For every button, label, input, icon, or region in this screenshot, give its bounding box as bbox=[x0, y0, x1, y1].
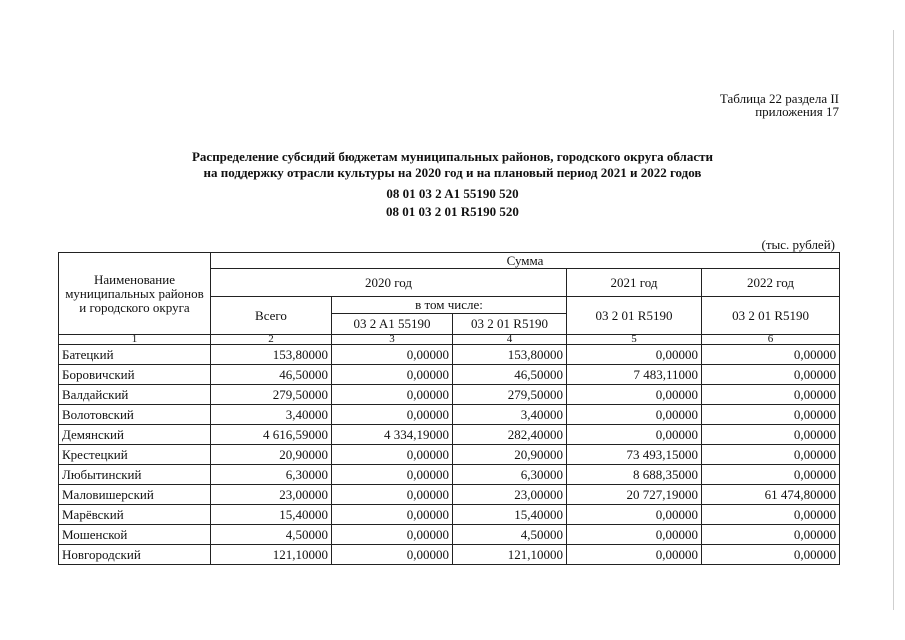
amount-cell: 7 483,11000 bbox=[567, 365, 702, 385]
amount-cell: 0,00000 bbox=[332, 385, 453, 405]
amount-cell: 0,00000 bbox=[567, 505, 702, 525]
amount-cell: 0,00000 bbox=[332, 365, 453, 385]
amount-cell: 0,00000 bbox=[702, 545, 840, 565]
table-row bbox=[59, 345, 840, 365]
table-row bbox=[59, 425, 840, 445]
amount-cell: 20,90000 bbox=[211, 445, 332, 465]
amount-cell: 0,00000 bbox=[702, 465, 840, 485]
amount-cell: 153,80000 bbox=[211, 345, 332, 365]
amount-cell: 0,00000 bbox=[567, 345, 702, 365]
column-header-year-2020: 2020 год bbox=[211, 269, 567, 297]
district-name-cell: Мошенской bbox=[59, 525, 211, 545]
amount-cell: 121,10000 bbox=[211, 545, 332, 565]
column-header-including: в том числе: bbox=[332, 297, 567, 314]
amount-cell: 153,80000 bbox=[453, 345, 567, 365]
amount-cell: 0,00000 bbox=[702, 345, 840, 365]
document-title-line1: Распределение субсидий бюджетам муниципальных районов, городского округа области bbox=[191, 149, 713, 164]
amount-cell: 121,10000 bbox=[453, 545, 567, 565]
amount-cell: 73 493,15000 bbox=[567, 445, 702, 465]
amount-cell: 6,30000 bbox=[211, 465, 332, 485]
amount-cell: 0,00000 bbox=[567, 385, 702, 405]
table-row bbox=[59, 465, 840, 485]
amount-cell: 6,30000 bbox=[453, 465, 567, 485]
amount-cell: 0,00000 bbox=[567, 405, 702, 425]
column-header-a1-code: 03 2 A1 55190 bbox=[332, 314, 453, 335]
column-header-2021-code: 03 2 01 R5190 bbox=[567, 297, 702, 335]
table-reference bbox=[720, 92, 839, 118]
district-name-cell: Волотовский bbox=[59, 405, 211, 425]
column-header-sum: Сумма bbox=[211, 253, 840, 269]
table-row bbox=[59, 445, 840, 465]
table-row bbox=[59, 545, 840, 565]
amount-cell: 0,00000 bbox=[332, 485, 453, 505]
amount-cell: 20 727,19000 bbox=[567, 485, 702, 505]
amount-cell: 282,40000 bbox=[453, 425, 567, 445]
column-number-row bbox=[59, 335, 840, 345]
district-name-cell: Валдайский bbox=[59, 385, 211, 405]
budget-code-line1: 08 01 03 2 A1 55190 520 bbox=[386, 186, 519, 201]
amount-cell: 0,00000 bbox=[332, 525, 453, 545]
table-row bbox=[59, 525, 840, 545]
amount-cell: 23,00000 bbox=[453, 485, 567, 505]
table-header bbox=[59, 253, 840, 335]
column-header-2022-code: 03 2 01 R5190 bbox=[702, 297, 840, 335]
amount-cell: 15,40000 bbox=[453, 505, 567, 525]
amount-cell: 61 474,80000 bbox=[702, 485, 840, 505]
amount-cell: 0,00000 bbox=[567, 525, 702, 545]
amount-cell: 15,40000 bbox=[211, 505, 332, 525]
amount-cell: 0,00000 bbox=[567, 425, 702, 445]
column-number: 1 bbox=[59, 335, 211, 345]
table-row bbox=[59, 385, 840, 405]
amount-cell: 0,00000 bbox=[702, 405, 840, 425]
table-row bbox=[59, 485, 840, 505]
amount-cell: 0,00000 bbox=[702, 445, 840, 465]
amount-cell: 46,50000 bbox=[211, 365, 332, 385]
amount-cell: 4 616,59000 bbox=[211, 425, 332, 445]
budget-code-line2: 08 01 03 2 01 R5190 520 bbox=[386, 204, 519, 219]
district-name-cell: Любытинский bbox=[59, 465, 211, 485]
district-name-cell: Марёвский bbox=[59, 505, 211, 525]
column-header-r5190-code: 03 2 01 R5190 bbox=[453, 314, 567, 335]
document-title-line2: на поддержку отрасли культуры на 2020 год и на плановый период 2021 и 2022 годов bbox=[203, 165, 702, 180]
amount-cell: 20,90000 bbox=[453, 445, 567, 465]
units-label: (тыс. рублей) bbox=[761, 237, 835, 252]
table-row bbox=[59, 405, 840, 425]
subsidy-table bbox=[58, 252, 840, 565]
district-name-cell: Крестецкий bbox=[59, 445, 211, 465]
column-number: 4 bbox=[453, 335, 567, 345]
table-ref-line1: Таблица 22 раздела II bbox=[719, 91, 839, 106]
amount-cell: 0,00000 bbox=[567, 545, 702, 565]
amount-cell: 4,50000 bbox=[453, 525, 567, 545]
amount-cell: 8 688,35000 bbox=[567, 465, 702, 485]
column-number: 2 bbox=[211, 335, 332, 345]
amount-cell: 0,00000 bbox=[332, 405, 453, 425]
amount-cell: 279,50000 bbox=[453, 385, 567, 405]
column-header-name: Наименование муниципальных районов и городского округа bbox=[59, 253, 211, 335]
district-name-cell: Маловишерский bbox=[59, 485, 211, 505]
amount-cell: 0,00000 bbox=[702, 425, 840, 445]
amount-cell: 0,00000 bbox=[702, 365, 840, 385]
amount-cell: 4 334,19000 bbox=[332, 425, 453, 445]
amount-cell: 3,40000 bbox=[211, 405, 332, 425]
table-body bbox=[59, 335, 840, 565]
amount-cell: 23,00000 bbox=[211, 485, 332, 505]
amount-cell: 0,00000 bbox=[702, 385, 840, 405]
district-name-cell: Новгородский bbox=[59, 545, 211, 565]
column-number: 5 bbox=[567, 335, 702, 345]
amount-cell: 46,50000 bbox=[453, 365, 567, 385]
scan-edge-line bbox=[893, 30, 894, 610]
table-row bbox=[59, 365, 840, 385]
amount-cell: 0,00000 bbox=[332, 345, 453, 365]
table-row bbox=[59, 505, 840, 525]
amount-cell: 279,50000 bbox=[211, 385, 332, 405]
table-ref-line2: приложения 17 bbox=[755, 104, 839, 119]
amount-cell: 3,40000 bbox=[453, 405, 567, 425]
column-header-total: Всего bbox=[211, 297, 332, 335]
column-number: 3 bbox=[332, 335, 453, 345]
amount-cell: 0,00000 bbox=[332, 505, 453, 525]
amount-cell: 0,00000 bbox=[332, 545, 453, 565]
amount-cell: 0,00000 bbox=[702, 505, 840, 525]
amount-cell: 0,00000 bbox=[332, 465, 453, 485]
amount-cell: 0,00000 bbox=[702, 525, 840, 545]
district-name-cell: Батецкий bbox=[59, 345, 211, 365]
column-number: 6 bbox=[702, 335, 840, 345]
column-header-year-2021: 2021 год bbox=[567, 269, 702, 297]
column-header-year-2022: 2022 год bbox=[702, 269, 840, 297]
district-name-cell: Демянский bbox=[59, 425, 211, 445]
amount-cell: 0,00000 bbox=[332, 445, 453, 465]
district-name-cell: Боровичский bbox=[59, 365, 211, 385]
amount-cell: 4,50000 bbox=[211, 525, 332, 545]
